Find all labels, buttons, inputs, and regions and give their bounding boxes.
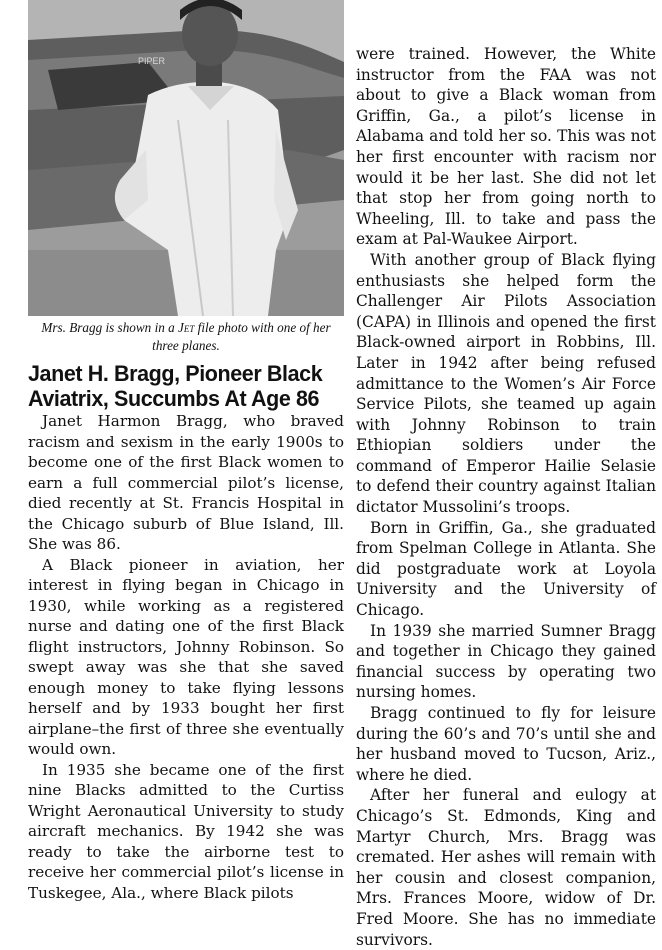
right-paragraph-1: were trained. However, the White instructor from the FAA was not about to give a Black woman from Griffin, Ga., a pilot’s license in Alabama and told her so. This was not her first encounter with racism nor would it be her last. She did not let that stop her from going north to Wheeling, Ill. to take and pass the exam at Pal-Waukee Airport. — [356, 45, 656, 249]
article-headline: Janet H. Bragg, Pioneer Black Aviatrix, Succumbs At Age 86 — [28, 361, 323, 412]
left-column-body — [28, 411, 344, 903]
left-paragraph-2: A Black pioneer in aviation, her interest in flying began in Chicago in 1930, while working as a registered nurse and dating one of the first Black flight instructors, Johnny Robinson. So swept away was she that she saved enough money to take flying lessons herself and by 1933 bought her first airplane–the first of three she eventually would own. — [28, 555, 344, 758]
right-paragraph-3: Born in Griffin, Ga., she graduated from Spelman College in Atlanta. She did postgraduate work at Loyola University and the University of Chicago. — [356, 518, 656, 620]
right-paragraph-6: After her funeral and eulogy at Chicago’s St. Edmonds, King and Martyr Church, Mrs. Bragg was cremated. Her ashes will remain with her cousin and closest companion, Mrs. Frances Moore, widow of Dr. Fred Moore. She has no immediate survivors. — [356, 786, 656, 949]
left-paragraph-3: In 1935 she became one of the first nine Blacks admitted to the Curtiss Wright Aeronautical University to study aircraft mechanics. By 1942 she was ready to take the airborne test to receive her commercial pilot’s license in Tuskegee, Ala., where Black pilots — [28, 760, 344, 902]
left-column — [28, 0, 344, 903]
article-photo — [28, 0, 344, 316]
right-column — [356, 44, 656, 950]
right-paragraph-2: With another group of Black flying enthusiasts she helped form the Challenger Air Pilots Association (CAPA) in Illinois and opened the first Black-owned airport in Robbins, Ill. Later in 1942 after being refused admittance to the Women’s Air Force Service Pilots, she teamed up again with Johnny Robinson to train Ethiopian soldiers under the command of Emperor Hailie Selasie to defend their country against Italian dictator Mussolini’s troops. — [356, 250, 656, 517]
right-paragraph-5: Bragg continued to fly for leisure during the 60’s and 70’s until she and her husband moved to Tucson, Ariz., where he died. — [356, 704, 656, 784]
left-paragraph-1: Janet Harmon Bragg, who braved racism and sexism in the early 1900s to become one of the first Black women to earn a full commercial pilot’s license, died recently at St. Francis Hospital in the Chicago suburb of Blue Island, Ill. She was 86. — [28, 412, 344, 553]
plane-lettering: PIPER — [138, 56, 166, 66]
right-paragraph-4: In 1939 she married Sumner Bragg and together in Chicago they gained financial success by operating two nursing homes. — [356, 621, 656, 702]
pilot-with-plane-photo — [28, 0, 344, 316]
jet-magazine-mark: Jet — [178, 320, 195, 335]
photo-caption: Mrs. Bragg is shown in a Jet file photo with one of her three planes. — [41, 320, 331, 353]
